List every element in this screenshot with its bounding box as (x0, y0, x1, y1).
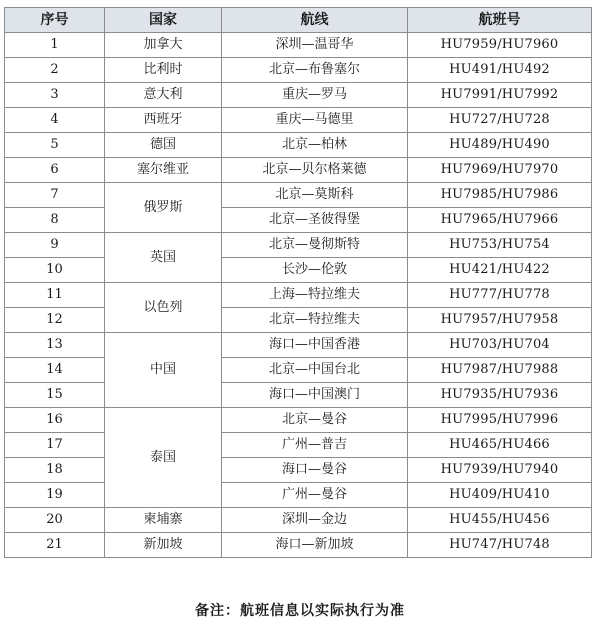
table-row (5, 483, 592, 508)
seq-cell: 2 (5, 58, 105, 83)
flight-cell: HU489/HU490 (408, 133, 592, 158)
flight-cell: HU7957/HU7958 (408, 308, 592, 333)
flight-cell: HU777/HU778 (408, 283, 592, 308)
seq-cell: 6 (5, 158, 105, 183)
country-cell: 新加坡 (105, 533, 222, 558)
flight-cell: HU7991/HU7992 (408, 83, 592, 108)
seq-cell: 19 (5, 483, 105, 508)
route-cell: 北京—莫斯科 (222, 183, 408, 208)
route-cell: 海口—中国香港 (222, 333, 408, 358)
flight-cell: HU7959/HU7960 (408, 33, 592, 58)
flight-cell: HU7939/HU7940 (408, 458, 592, 483)
table-row (5, 158, 592, 183)
seq-cell: 3 (5, 83, 105, 108)
flight-cell: HU7965/HU7966 (408, 208, 592, 233)
country-cell: 柬埔寨 (105, 508, 222, 533)
route-cell: 北京—柏林 (222, 133, 408, 158)
seq-cell: 7 (5, 183, 105, 208)
flight-cell: HU753/HU754 (408, 233, 592, 258)
flight-cell: HU7969/HU7970 (408, 158, 592, 183)
table-row (5, 183, 592, 208)
table-row (5, 283, 592, 308)
table-row (5, 258, 592, 283)
country-cell: 德国 (105, 133, 222, 158)
route-cell: 重庆—罗马 (222, 83, 408, 108)
flight-cell: HU747/HU748 (408, 533, 592, 558)
seq-cell: 10 (5, 258, 105, 283)
flight-cell: HU727/HU728 (408, 108, 592, 133)
table-row (5, 333, 592, 358)
route-cell: 北京—圣彼得堡 (222, 208, 408, 233)
country-cell: 以色列 (105, 283, 222, 333)
seq-cell: 20 (5, 508, 105, 533)
table-row (5, 508, 592, 533)
route-cell: 北京—曼谷 (222, 408, 408, 433)
seq-cell: 1 (5, 33, 105, 58)
flight-table (4, 7, 592, 558)
table-row (5, 58, 592, 83)
seq-cell: 4 (5, 108, 105, 133)
seq-cell: 15 (5, 383, 105, 408)
table-row (5, 108, 592, 133)
country-cell: 加拿大 (105, 33, 222, 58)
route-cell: 北京—贝尔格莱德 (222, 158, 408, 183)
table-row (5, 208, 592, 233)
seq-cell: 12 (5, 308, 105, 333)
table-row (5, 433, 592, 458)
route-cell: 深圳—温哥华 (222, 33, 408, 58)
flight-cell: HU703/HU704 (408, 333, 592, 358)
flight-cell: HU421/HU422 (408, 258, 592, 283)
flight-cell: HU409/HU410 (408, 483, 592, 508)
seq-cell: 21 (5, 533, 105, 558)
route-cell: 北京—布鲁塞尔 (222, 58, 408, 83)
table-row (5, 533, 592, 558)
country-cell: 中国 (105, 333, 222, 408)
seq-cell: 9 (5, 233, 105, 258)
route-cell: 海口—中国澳门 (222, 383, 408, 408)
route-cell: 北京—特拉维夫 (222, 308, 408, 333)
table-header-row (5, 8, 592, 33)
header-flight: 航班号 (408, 8, 592, 33)
seq-cell: 13 (5, 333, 105, 358)
flight-cell: HU7935/HU7936 (408, 383, 592, 408)
flight-cell: HU7987/HU7988 (408, 358, 592, 383)
flight-cell: HU465/HU466 (408, 433, 592, 458)
seq-cell: 8 (5, 208, 105, 233)
country-cell: 俄罗斯 (105, 183, 222, 233)
route-cell: 上海—特拉维夫 (222, 283, 408, 308)
seq-cell: 5 (5, 133, 105, 158)
route-cell: 海口—曼谷 (222, 458, 408, 483)
table-row (5, 308, 592, 333)
flight-cell: HU7985/HU7986 (408, 183, 592, 208)
header-country: 国家 (105, 8, 222, 33)
seq-cell: 16 (5, 408, 105, 433)
country-cell: 意大利 (105, 83, 222, 108)
flight-cell: HU7995/HU7996 (408, 408, 592, 433)
route-cell: 深圳—金边 (222, 508, 408, 533)
flight-cell: HU455/HU456 (408, 508, 592, 533)
header-seq: 序号 (5, 8, 105, 33)
table-row (5, 83, 592, 108)
country-cell: 泰国 (105, 408, 222, 508)
flight-cell: HU491/HU492 (408, 58, 592, 83)
table-row (5, 458, 592, 483)
seq-cell: 18 (5, 458, 105, 483)
route-cell: 广州—曼谷 (222, 483, 408, 508)
country-cell: 塞尔维亚 (105, 158, 222, 183)
seq-cell: 14 (5, 358, 105, 383)
route-cell: 海口—新加坡 (222, 533, 408, 558)
country-cell: 比利时 (105, 58, 222, 83)
route-cell: 长沙—伦敦 (222, 258, 408, 283)
country-cell: 英国 (105, 233, 222, 283)
header-route: 航线 (222, 8, 408, 33)
country-cell: 西班牙 (105, 108, 222, 133)
seq-cell: 17 (5, 433, 105, 458)
seq-cell: 11 (5, 283, 105, 308)
table-row (5, 408, 592, 433)
route-cell: 重庆—马德里 (222, 108, 408, 133)
table-row (5, 33, 592, 58)
table-row (5, 133, 592, 158)
footnote: 备注：航班信息以实际执行为准 (195, 603, 405, 619)
table-row (5, 358, 592, 383)
table-row (5, 383, 592, 408)
route-cell: 北京—曼彻斯特 (222, 233, 408, 258)
table-row (5, 233, 592, 258)
route-cell: 广州—普吉 (222, 433, 408, 458)
route-cell: 北京—中国台北 (222, 358, 408, 383)
